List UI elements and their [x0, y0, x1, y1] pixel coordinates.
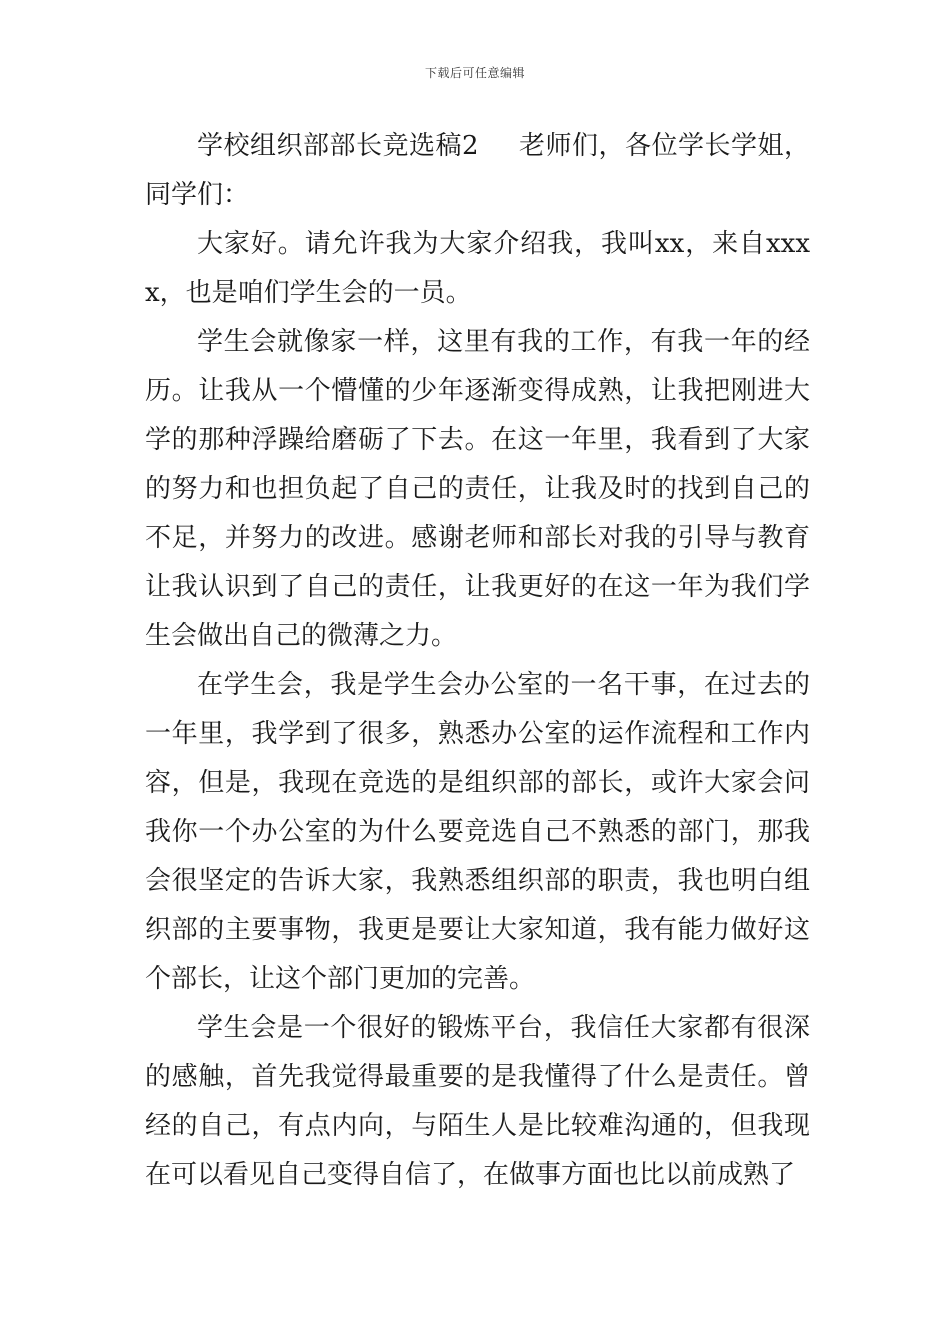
title-paragraph — [145, 122, 810, 220]
paragraph-experience: 学生会就像家一样，这里有我的工作，有我一年的经历。让我从一个懵懂的少年逐渐变得成熟，让我把刚进大学的那种浮躁给磨砺了下去。在这一年里，我看到了大家的努力和也担负起了自己的责任，让我及时的找到自己的不足，并努力的改进。感谢老师和部长对我的引导与教育让我认识到了自己的责任，让我更好的在这一年为我们学生会做出自己的微薄之力。 — [145, 327, 810, 651]
paragraph-platform: 学生会是一个很好的锻炼平台，我信任大家都有很深的感触，首先我觉得最重要的是我懂得了什么是责任。曾经的自己，有点内向，与陌生人是比较难沟通的，但我现在可以看见自己变得自信了，在做事方面也比以前成熟了 — [145, 1013, 810, 1190]
paragraph-greeting: 大家好。请允许我为大家介绍我，我叫xx，来自xxxx，也是咱们学生会的一员。 — [145, 229, 810, 308]
page-header-note: 下载后可任意编辑 — [424, 66, 525, 80]
document-body — [145, 122, 810, 1200]
salutation: 老师们，各位学长学姐，同学们： — [145, 131, 810, 210]
paragraph-role: 在学生会，我是学生会办公室的一名干事，在过去的一年里，我学到了很多，熟悉办公室的运作流程和工作内容，但是，我现在竞选的是组织部的部长，或许大家会问我你一个办公室的为什么要竞选自己不熟悉的部门，那我会很坚定的告诉大家，我熟悉组织部的职责，我也明白组织部的主要事物，我更是要让大家知道，我有能力做好这个部长，让这个部门更加的完善。 — [145, 670, 810, 994]
document-title: 学校组织部部长竞选稿2 — [197, 131, 479, 161]
